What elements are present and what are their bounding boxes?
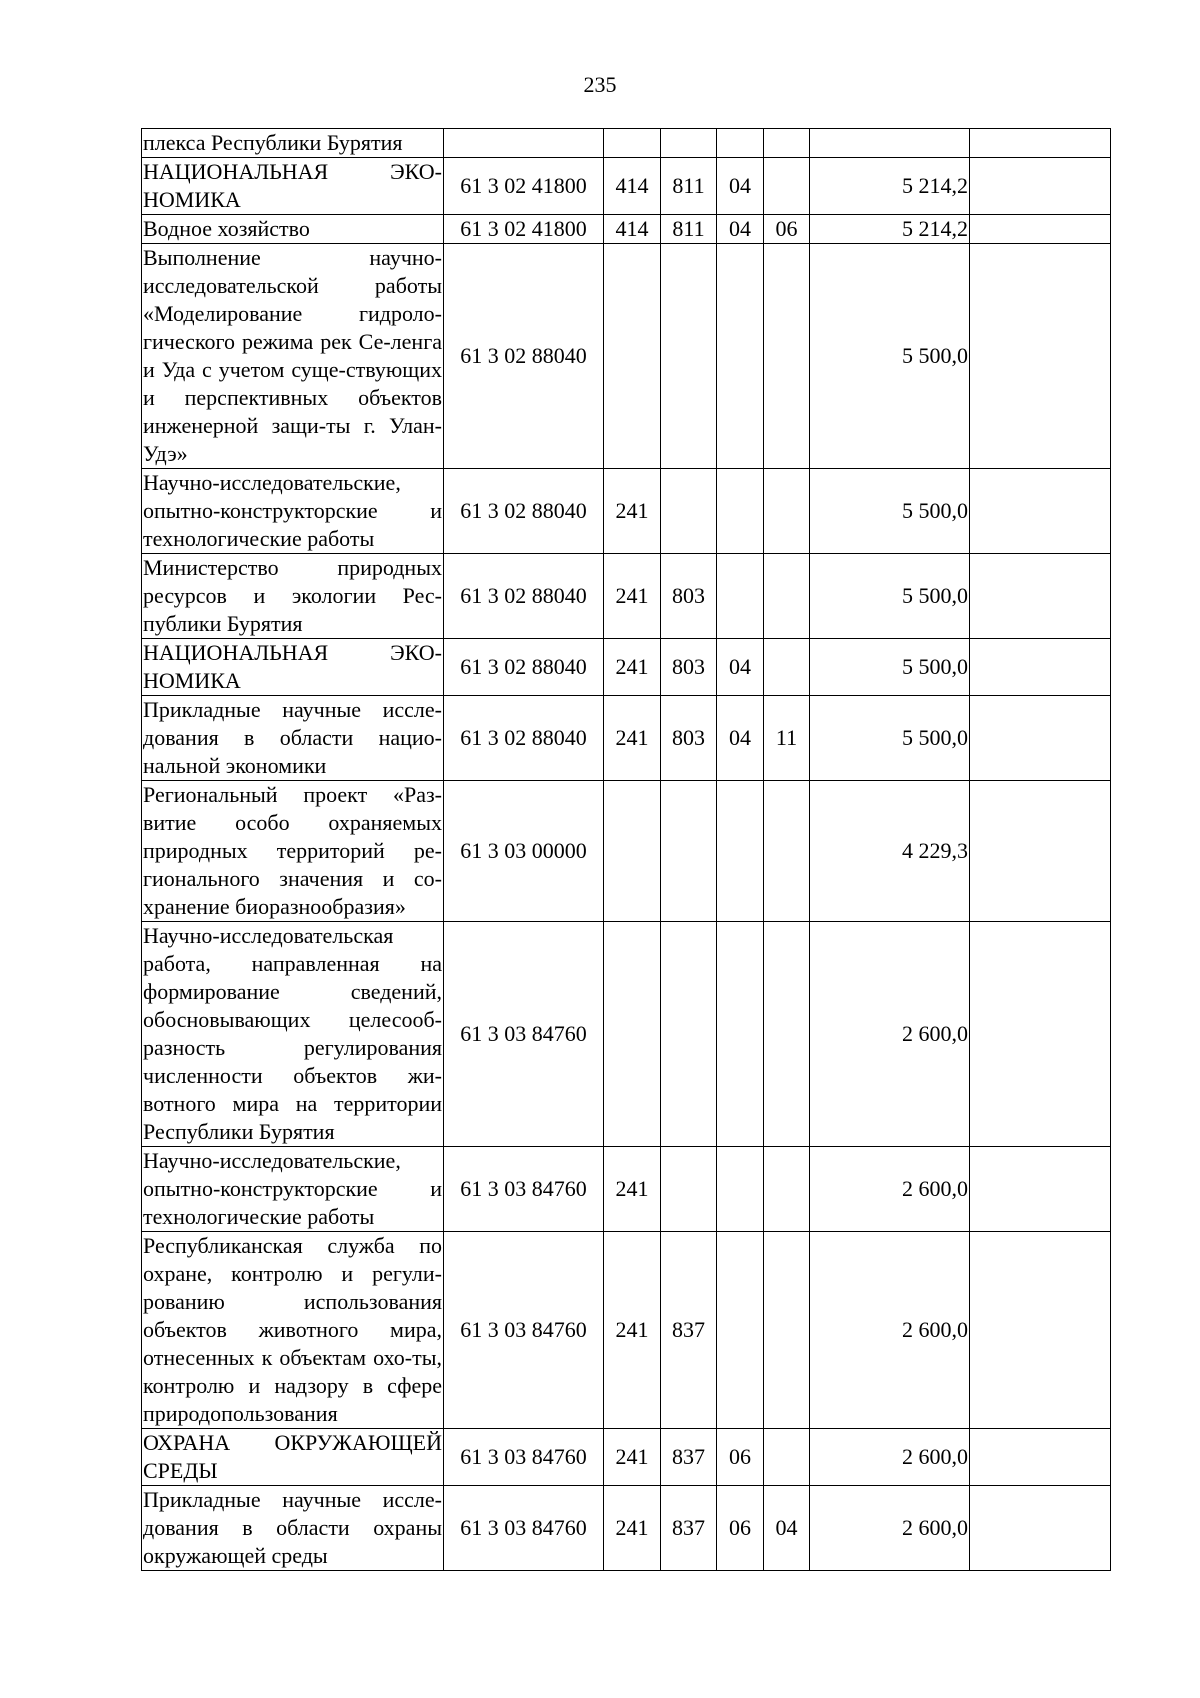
cell-amount-extra bbox=[970, 781, 1111, 922]
cell-expense-type: 414 bbox=[604, 215, 661, 244]
cell-name: Выполнение научно-исследовательской работы «Моделирование гидроло-гического режима рек Се-ленга и Уда с учетом суще-ствующих и перспективных объектов инженерной защи-ты г. Улан-Удэ» bbox=[142, 244, 444, 469]
cell-expense-type: 241 bbox=[604, 696, 661, 781]
table-row bbox=[142, 469, 1111, 554]
cell-name: Научно-исследовательская работа, направленная на формирование сведений, обосновывающих целесооб-разность регулирования численности объектов жи-вотного мира на территории Республики Бурятия bbox=[142, 922, 444, 1147]
cell-amount-extra bbox=[970, 1486, 1111, 1571]
cell-target-article: 61 3 03 84760 bbox=[444, 1147, 604, 1232]
cell-expense-type bbox=[604, 244, 661, 469]
cell-name: Прикладные научные иссле-дования в области нацио-нальной экономики bbox=[142, 696, 444, 781]
cell-administrator bbox=[661, 244, 717, 469]
table-row bbox=[142, 639, 1111, 696]
cell-subsection bbox=[764, 158, 810, 215]
cell-expense-type bbox=[604, 781, 661, 922]
cell-subsection: 06 bbox=[764, 215, 810, 244]
cell-amount-extra bbox=[970, 696, 1111, 781]
cell-target-article: 61 3 03 84760 bbox=[444, 1429, 604, 1486]
cell-amount-extra bbox=[970, 1147, 1111, 1232]
cell-amount: 2 600,0 bbox=[810, 1429, 970, 1486]
cell-administrator: 837 bbox=[661, 1429, 717, 1486]
cell-section bbox=[717, 922, 764, 1147]
cell-section: 04 bbox=[717, 639, 764, 696]
cell-amount-extra bbox=[970, 215, 1111, 244]
table-row bbox=[142, 1147, 1111, 1232]
cell-subsection bbox=[764, 1232, 810, 1429]
table-row bbox=[142, 922, 1111, 1147]
cell-subsection bbox=[764, 554, 810, 639]
cell-amount-extra bbox=[970, 129, 1111, 158]
cell-subsection bbox=[764, 639, 810, 696]
cell-administrator: 803 bbox=[661, 639, 717, 696]
cell-amount: 5 500,0 bbox=[810, 554, 970, 639]
cell-amount-extra bbox=[970, 639, 1111, 696]
table-body bbox=[142, 129, 1111, 1571]
cell-administrator: 811 bbox=[661, 215, 717, 244]
table-row bbox=[142, 1429, 1111, 1486]
cell-amount: 2 600,0 bbox=[810, 1147, 970, 1232]
cell-name: ОХРАНА ОКРУЖАЮЩЕЙ СРЕДЫ bbox=[142, 1429, 444, 1486]
cell-amount-extra bbox=[970, 1232, 1111, 1429]
cell-target-article: 61 3 02 88040 bbox=[444, 554, 604, 639]
table-row bbox=[142, 158, 1111, 215]
table-row bbox=[142, 1486, 1111, 1571]
cell-amount: 5 500,0 bbox=[810, 469, 970, 554]
cell-administrator: 803 bbox=[661, 696, 717, 781]
cell-name: плекса Республики Бурятия bbox=[142, 129, 444, 158]
cell-target-article: 61 3 03 84760 bbox=[444, 1232, 604, 1429]
cell-name: НАЦИОНАЛЬНАЯ ЭКО-НОМИКА bbox=[142, 158, 444, 215]
cell-section: 06 bbox=[717, 1486, 764, 1571]
cell-subsection bbox=[764, 922, 810, 1147]
cell-amount: 2 600,0 bbox=[810, 1486, 970, 1571]
cell-administrator: 837 bbox=[661, 1486, 717, 1571]
page-number: 235 bbox=[583, 72, 617, 97]
cell-target-article: 61 3 02 88040 bbox=[444, 639, 604, 696]
cell-subsection: 11 bbox=[764, 696, 810, 781]
cell-subsection bbox=[764, 129, 810, 158]
cell-subsection: 04 bbox=[764, 1486, 810, 1571]
cell-amount: 5 214,2 bbox=[810, 158, 970, 215]
cell-section bbox=[717, 469, 764, 554]
cell-expense-type: 241 bbox=[604, 469, 661, 554]
cell-expense-type: 241 bbox=[604, 639, 661, 696]
cell-amount-extra bbox=[970, 469, 1111, 554]
cell-name: Министерство природных ресурсов и экологии Рес-публики Бурятия bbox=[142, 554, 444, 639]
table-row bbox=[142, 781, 1111, 922]
cell-subsection bbox=[764, 1147, 810, 1232]
cell-expense-type: 241 bbox=[604, 1486, 661, 1571]
table-row bbox=[142, 129, 1111, 158]
cell-target-article: 61 3 03 00000 bbox=[444, 781, 604, 922]
cell-amount bbox=[810, 129, 970, 158]
cell-amount-extra bbox=[970, 922, 1111, 1147]
cell-amount-extra bbox=[970, 244, 1111, 469]
cell-name: Водное хозяйство bbox=[142, 215, 444, 244]
cell-target-article: 61 3 03 84760 bbox=[444, 922, 604, 1147]
cell-name: Республиканская служба по охране, контролю и регули-рованию использования объектов животного мира, отнесенных к объектам охо-ты, контролю и надзору в сфере природопользования bbox=[142, 1232, 444, 1429]
cell-administrator bbox=[661, 469, 717, 554]
cell-administrator bbox=[661, 781, 717, 922]
cell-amount-extra bbox=[970, 158, 1111, 215]
cell-amount: 5 214,2 bbox=[810, 215, 970, 244]
cell-expense-type bbox=[604, 129, 661, 158]
cell-expense-type: 414 bbox=[604, 158, 661, 215]
cell-subsection bbox=[764, 781, 810, 922]
cell-subsection bbox=[764, 469, 810, 554]
cell-target-article: 61 3 02 88040 bbox=[444, 696, 604, 781]
cell-name: Региональный проект «Раз-витие особо охраняемых природных территорий ре-гионального значения и со-хранение биоразнообразия» bbox=[142, 781, 444, 922]
cell-amount: 4 229,3 bbox=[810, 781, 970, 922]
cell-section bbox=[717, 781, 764, 922]
cell-administrator bbox=[661, 922, 717, 1147]
cell-amount: 2 600,0 bbox=[810, 922, 970, 1147]
cell-target-article bbox=[444, 129, 604, 158]
cell-expense-type: 241 bbox=[604, 1232, 661, 1429]
cell-amount: 2 600,0 bbox=[810, 1232, 970, 1429]
cell-subsection bbox=[764, 1429, 810, 1486]
cell-amount-extra bbox=[970, 1429, 1111, 1486]
cell-target-article: 61 3 02 41800 bbox=[444, 158, 604, 215]
cell-expense-type: 241 bbox=[604, 1429, 661, 1486]
cell-administrator bbox=[661, 129, 717, 158]
table-row bbox=[142, 244, 1111, 469]
table-row bbox=[142, 215, 1111, 244]
cell-section bbox=[717, 1232, 764, 1429]
cell-expense-type: 241 bbox=[604, 554, 661, 639]
cell-target-article: 61 3 03 84760 bbox=[444, 1486, 604, 1571]
cell-section bbox=[717, 554, 764, 639]
cell-amount: 5 500,0 bbox=[810, 639, 970, 696]
cell-administrator: 811 bbox=[661, 158, 717, 215]
cell-name: Прикладные научные иссле-дования в области охраны окружающей среды bbox=[142, 1486, 444, 1571]
cell-name: Научно-исследовательские, опытно-конструкторские и технологические работы bbox=[142, 1147, 444, 1232]
cell-section: 06 bbox=[717, 1429, 764, 1486]
table-row bbox=[142, 1232, 1111, 1429]
cell-name: Научно-исследовательские, опытно-конструкторские и технологические работы bbox=[142, 469, 444, 554]
cell-target-article: 61 3 02 41800 bbox=[444, 215, 604, 244]
cell-administrator: 837 bbox=[661, 1232, 717, 1429]
cell-section: 04 bbox=[717, 158, 764, 215]
cell-section bbox=[717, 244, 764, 469]
table-row bbox=[142, 696, 1111, 781]
cell-section bbox=[717, 129, 764, 158]
cell-amount: 5 500,0 bbox=[810, 696, 970, 781]
cell-target-article: 61 3 02 88040 bbox=[444, 244, 604, 469]
cell-section: 04 bbox=[717, 696, 764, 781]
cell-subsection bbox=[764, 244, 810, 469]
cell-expense-type bbox=[604, 922, 661, 1147]
cell-administrator bbox=[661, 1147, 717, 1232]
cell-expense-type: 241 bbox=[604, 1147, 661, 1232]
cell-section: 04 bbox=[717, 215, 764, 244]
cell-section bbox=[717, 1147, 764, 1232]
cell-administrator: 803 bbox=[661, 554, 717, 639]
budget-table bbox=[141, 128, 1111, 1571]
cell-name: НАЦИОНАЛЬНАЯ ЭКО-НОМИКА bbox=[142, 639, 444, 696]
cell-target-article: 61 3 02 88040 bbox=[444, 469, 604, 554]
table-row bbox=[142, 554, 1111, 639]
cell-amount-extra bbox=[970, 554, 1111, 639]
cell-amount: 5 500,0 bbox=[810, 244, 970, 469]
